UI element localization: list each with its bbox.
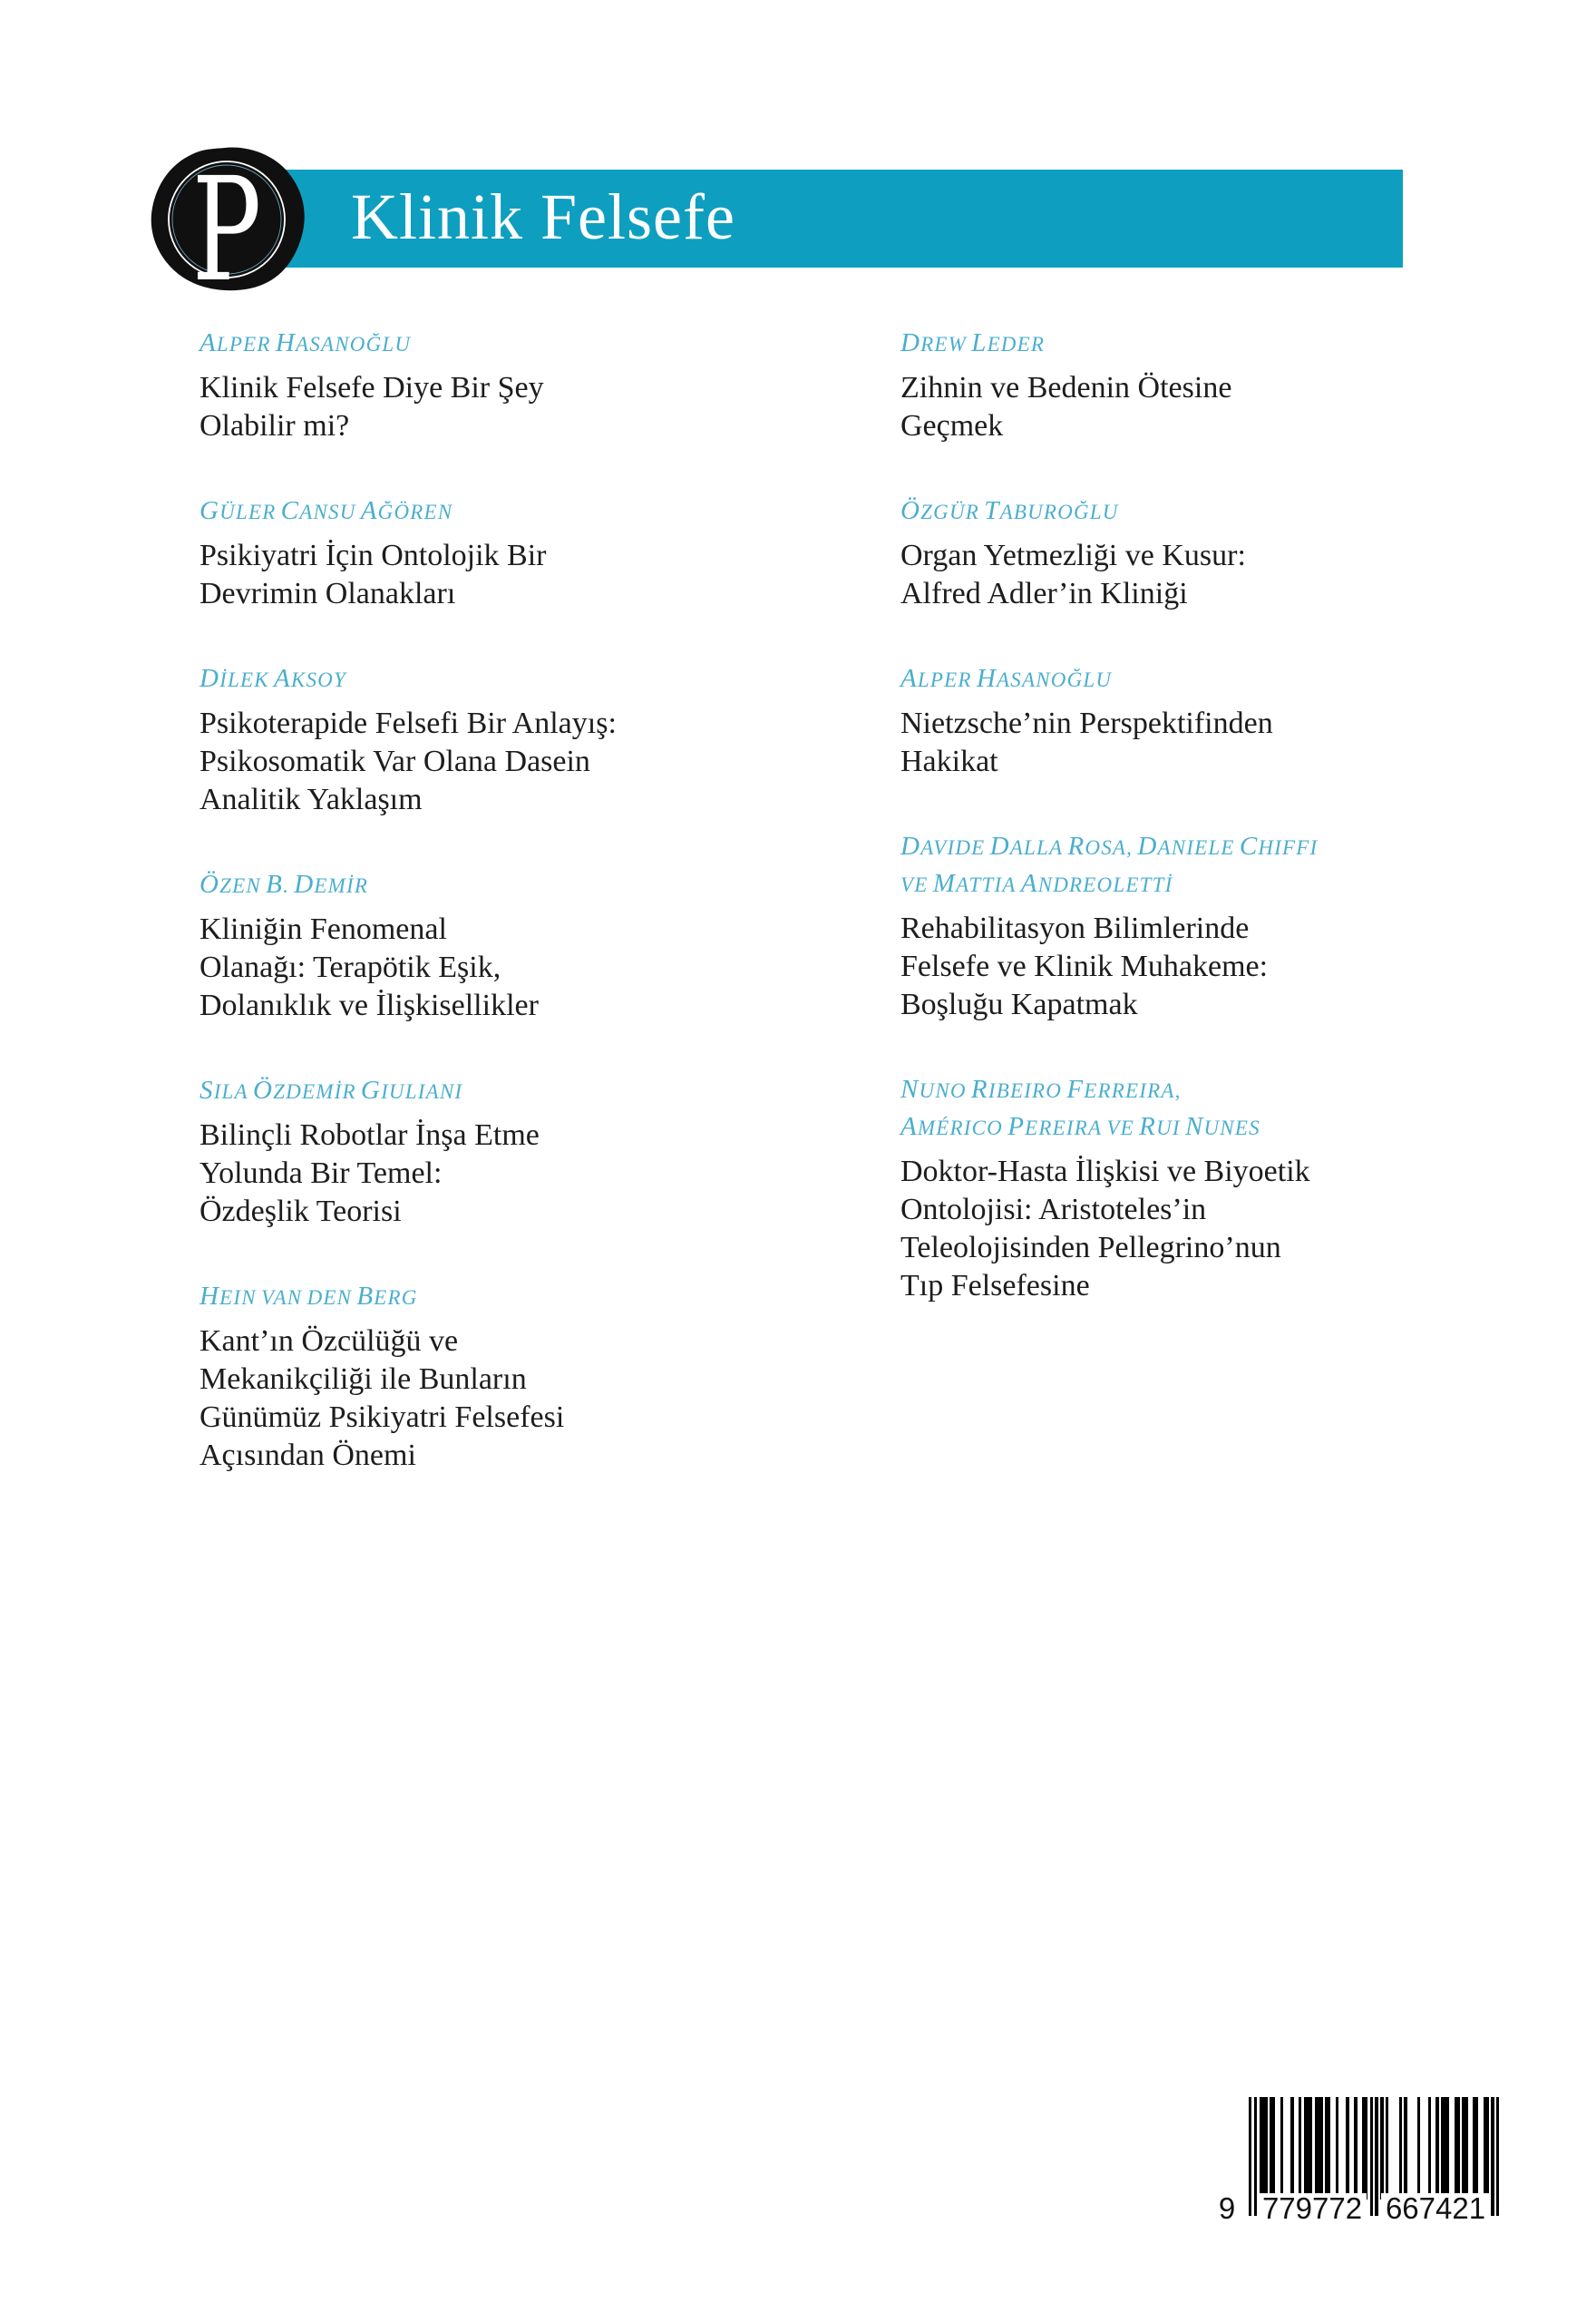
barcode-bar bbox=[1475, 2097, 1478, 2200]
article-title-line: Teleolojisinden Pellegrino’nun bbox=[900, 1231, 1281, 1264]
article-title bbox=[200, 705, 798, 819]
author-name-line: HEIN VAN DEN BERG bbox=[200, 1282, 418, 1311]
article-title bbox=[900, 537, 1499, 613]
article-title-line: Devrimin Olanakları bbox=[200, 577, 456, 610]
barcode-bar bbox=[1249, 2097, 1251, 2216]
barcode-bar bbox=[1336, 2097, 1338, 2200]
article-title-line: Olanağı: Terapötik Eşik, bbox=[200, 951, 501, 984]
barcode-bar bbox=[1386, 2097, 1388, 2200]
article-title bbox=[900, 910, 1499, 1024]
toc-entry bbox=[200, 662, 798, 819]
article-title-line: Olabilir mi? bbox=[200, 409, 350, 443]
barcode-digits-group1: 779772 bbox=[1258, 2193, 1367, 2224]
author-name-line: DREW LEDER bbox=[900, 328, 1046, 357]
article-title-line: Açısından Önemi bbox=[200, 1439, 416, 1472]
article-title-line: Bilinçli Robotlar İnşa Etme bbox=[200, 1118, 540, 1152]
barcode-bar bbox=[1365, 2097, 1367, 2200]
barcode-digit-left: 9 bbox=[1216, 2193, 1238, 2224]
title-bar bbox=[275, 170, 1403, 268]
barcode-bar bbox=[1457, 2097, 1460, 2200]
article-title-line: Günümüz Psikiyatri Felsefesi bbox=[200, 1400, 565, 1434]
barcode bbox=[1218, 2097, 1499, 2225]
article-title bbox=[200, 1322, 798, 1475]
article-title-line: Psikoterapide Felsefi Bir Anlayış: bbox=[200, 707, 617, 740]
barcode-bar bbox=[1290, 2097, 1293, 2200]
article-title bbox=[200, 1117, 798, 1231]
barcode-bar bbox=[1380, 2097, 1383, 2200]
author-name bbox=[200, 662, 798, 699]
toc-entry bbox=[200, 1074, 798, 1231]
author-name-line: NUNO RIBEIRO FERREIRA, bbox=[900, 1075, 1182, 1104]
article-title-line: Kliniğin Fenomenal bbox=[200, 912, 447, 946]
author-name-line: ÖZEN B. DEMİR bbox=[200, 870, 369, 899]
toc-entry bbox=[200, 327, 798, 445]
barcode-bar bbox=[1446, 2097, 1449, 2200]
article-title-line: Ontolojisi: Aristoteles’in bbox=[900, 1193, 1207, 1226]
barcode-bar bbox=[1346, 2097, 1348, 2200]
article-title bbox=[200, 369, 798, 445]
author-name-line: DAVIDE DALLA ROSA, DANIELE CHIFFI bbox=[900, 832, 1319, 861]
barcode-bar bbox=[1280, 2097, 1283, 2200]
toc-entry bbox=[900, 327, 1499, 445]
article-title-line: Analitik Yaklaşım bbox=[200, 783, 423, 816]
barcode-bar bbox=[1465, 2097, 1467, 2200]
barcode-bar bbox=[1299, 2097, 1301, 2200]
barcode-bar bbox=[1485, 2097, 1488, 2200]
article-title-line: Psikosomatik Var Olana Dasein bbox=[200, 745, 590, 778]
article-title-line: Mekanikçiliği ile Bunların bbox=[200, 1362, 527, 1396]
toc-entry bbox=[900, 662, 1499, 781]
author-name bbox=[900, 1073, 1499, 1147]
barcode-bar bbox=[1328, 2097, 1330, 2200]
article-title-line: Organ Yetmezliği ve Kusur: bbox=[900, 539, 1246, 572]
article-title bbox=[200, 537, 798, 613]
article-title bbox=[200, 911, 798, 1025]
toc-entry bbox=[200, 494, 798, 613]
barcode-bar bbox=[1309, 2097, 1312, 2200]
barcode-bar bbox=[1354, 2097, 1357, 2200]
article-title-line: Dolanıklık ve İlişkisellikler bbox=[200, 989, 539, 1022]
barcode-bar bbox=[1417, 2097, 1420, 2200]
author-name-line: DİLEK AKSOY bbox=[200, 664, 346, 693]
author-name bbox=[900, 662, 1499, 699]
journal-title: Klinik Felsefe bbox=[351, 180, 735, 253]
toc-column-left bbox=[200, 327, 798, 1524]
barcode-bar bbox=[1319, 2097, 1322, 2200]
article-title-line: Kant’ın Özcülüğü ve bbox=[200, 1324, 459, 1358]
article-title-line: Doktor-Hasta İlişkisi ve Biyoetik bbox=[900, 1155, 1310, 1188]
barcode-bar bbox=[1375, 2097, 1377, 2216]
logo-initial: P bbox=[191, 147, 262, 296]
barcode-digits-group2: 667421 bbox=[1381, 2193, 1490, 2224]
article-title-line: Geçmek bbox=[900, 409, 1004, 443]
barcode-bar bbox=[1254, 2097, 1257, 2216]
author-name bbox=[200, 1280, 798, 1317]
toc-entry bbox=[900, 494, 1499, 613]
barcode-bar bbox=[1399, 2097, 1402, 2200]
article-title bbox=[900, 1153, 1499, 1305]
barcode-bar bbox=[1370, 2097, 1373, 2216]
article-title-line: Psikiyatri İçin Ontolojik Bir bbox=[200, 539, 547, 572]
article-title-line: Rehabilitasyon Bilimlerinde bbox=[900, 912, 1250, 945]
toc-column-right bbox=[900, 327, 1499, 1354]
author-name bbox=[200, 868, 798, 905]
toc-entry bbox=[900, 1073, 1499, 1305]
author-name bbox=[200, 494, 798, 532]
article-title-line: Nietzsche’nin Perspektifinden bbox=[900, 707, 1273, 740]
article-title-line: Klinik Felsefe Diye Bir Şey bbox=[200, 371, 544, 405]
barcode-bar bbox=[1404, 2097, 1406, 2200]
article-title-line: Alfred Adler’in Kliniği bbox=[900, 577, 1188, 610]
author-name-line: AMÉRICO PEREIRA VE RUI NUNES bbox=[900, 1112, 1260, 1141]
barcode-bar bbox=[1264, 2097, 1267, 2200]
article-title bbox=[900, 369, 1499, 445]
toc-entry bbox=[900, 830, 1499, 1024]
author-name-line: GÜLER CANSU AĞÖREN bbox=[200, 496, 453, 525]
article-title-line: Özdeşlik Teorisi bbox=[200, 1195, 402, 1228]
author-name-line: SILA ÖZDEMİR GIULIANI bbox=[200, 1076, 463, 1105]
author-name-line: VE MATTIA ANDREOLETTİ bbox=[900, 869, 1173, 898]
barcode-bar bbox=[1496, 2097, 1499, 2216]
author-name bbox=[900, 494, 1499, 532]
author-name bbox=[200, 327, 798, 364]
article-title bbox=[900, 705, 1499, 781]
author-name-line: ALPER HASANOĞLU bbox=[900, 664, 1113, 693]
toc-entry bbox=[200, 868, 798, 1025]
barcode-bar bbox=[1428, 2097, 1431, 2200]
author-name bbox=[900, 327, 1499, 364]
barcode-bar bbox=[1435, 2097, 1438, 2200]
barcode-bar bbox=[1272, 2097, 1275, 2200]
toc-entry bbox=[200, 1280, 798, 1475]
author-name-line: ÖZGÜR TABUROĞLU bbox=[900, 496, 1119, 525]
article-title-line: Yolunda Bir Temel: bbox=[200, 1156, 443, 1190]
article-title-line: Felsefe ve Klinik Muhakeme: bbox=[900, 950, 1269, 983]
barcode-bar bbox=[1491, 2097, 1494, 2216]
article-title-line: Hakikat bbox=[900, 745, 998, 778]
article-title-line: Tıp Felsefesine bbox=[900, 1269, 1090, 1302]
author-name bbox=[200, 1074, 798, 1111]
article-title-line: Zihnin ve Bedenin Ötesine bbox=[900, 371, 1232, 405]
article-title-line: Boşluğu Kapatmak bbox=[900, 988, 1138, 1021]
author-name-line: ALPER HASANOĞLU bbox=[200, 328, 412, 357]
author-name bbox=[900, 830, 1499, 904]
publisher-logo bbox=[145, 143, 308, 296]
